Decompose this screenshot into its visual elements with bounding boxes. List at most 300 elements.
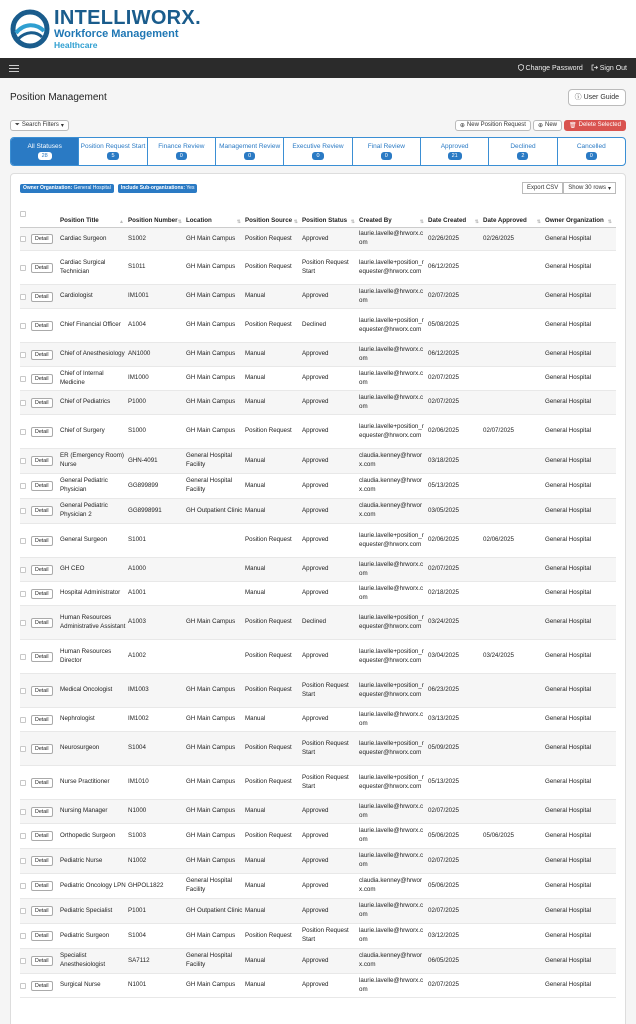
table-cell: GH Main Campus <box>186 778 236 786</box>
row-select-cell <box>20 322 31 330</box>
table-cell: laurie.lavelle@hrworx.com <box>359 852 424 868</box>
detail-button[interactable]: Detail <box>31 778 53 788</box>
table-row[interactable] <box>20 849 616 874</box>
table-cell: 02/07/2025 <box>428 807 459 815</box>
column-header[interactable]: Owner Organization ⇅ <box>545 217 612 225</box>
table-cell: General Hospital <box>545 427 592 435</box>
table-cell: Manual <box>245 374 266 382</box>
row-checkbox[interactable] <box>20 567 26 573</box>
detail-button[interactable]: Detail <box>31 234 53 244</box>
table-cell: laurie.lavelle@hrworx.com <box>359 345 424 362</box>
table-cell: laurie.lavelle+position_requester@hrworx.com <box>359 531 424 548</box>
table-cell <box>483 593 545 595</box>
table-cell: Position Request <box>245 744 292 752</box>
table-cell <box>483 485 545 487</box>
detail-button[interactable]: Detail <box>31 456 53 466</box>
tab-label: Cancelled <box>576 143 606 150</box>
tab-management-review[interactable] <box>216 138 284 165</box>
table-cell: Manual <box>245 956 266 964</box>
table-cell: General Hospital Facility <box>186 477 233 493</box>
table-row[interactable] <box>20 449 616 474</box>
detail-button[interactable]: Detail <box>31 981 53 991</box>
table-cell: GH Main Campus <box>186 807 236 815</box>
row-select-cell <box>20 687 31 695</box>
detail-cell <box>31 426 60 438</box>
table-row[interactable] <box>20 924 616 949</box>
table-cell: GH Main Campus <box>186 427 236 435</box>
detail-button[interactable]: Detail <box>31 350 53 360</box>
detail-button[interactable]: Detail <box>31 744 53 754</box>
table-cell: Manual <box>245 881 266 889</box>
table-cell: General Hospital <box>545 686 592 694</box>
table-cell <box>186 593 245 595</box>
table-cell <box>483 296 545 298</box>
table-cell: 05/06/2025 <box>428 881 459 889</box>
row-select-cell <box>20 808 31 816</box>
table-cell: Medical Oncologist <box>60 686 113 694</box>
table-cell: Pediatric Nurse <box>60 856 103 864</box>
table-cell: Human Resources Director <box>60 647 112 664</box>
table-row[interactable] <box>20 949 616 974</box>
table-cell: S1003 <box>128 831 146 839</box>
table-cell: laurie.lavelle@hrworx.com <box>359 976 424 993</box>
tab-cancelled[interactable] <box>558 138 625 165</box>
table-row[interactable] <box>20 640 616 674</box>
tab-position-request-start[interactable] <box>79 138 147 165</box>
table-cell: 05/06/2025 <box>483 831 514 839</box>
detail-button[interactable]: Detail <box>31 565 53 575</box>
table-cell: Manual <box>245 565 266 573</box>
table-cell: General Hospital <box>545 807 592 815</box>
table-row[interactable] <box>20 415 616 449</box>
detail-cell <box>31 830 60 842</box>
table-cell: Approved <box>302 856 329 864</box>
detail-button[interactable]: Detail <box>31 374 53 384</box>
table-cell: Manual <box>245 350 266 358</box>
table-row[interactable] <box>20 228 616 251</box>
detail-cell <box>31 564 60 576</box>
delete-selected-button[interactable]: 🗑 Delete Selected <box>564 120 626 131</box>
table-cell <box>186 656 245 658</box>
table-row[interactable] <box>20 285 616 309</box>
intelliworx-logo-icon <box>10 9 50 49</box>
row-checkbox[interactable] <box>20 236 26 242</box>
detail-button[interactable]: Detail <box>31 292 53 302</box>
sort-icon: ⇅ <box>177 218 182 225</box>
table-cell: Chief of Anesthesiology <box>60 350 125 358</box>
table-cell: SA7112 <box>128 956 150 964</box>
row-checkbox[interactable] <box>20 746 26 752</box>
table-row[interactable] <box>20 974 616 998</box>
detail-cell <box>31 373 60 385</box>
table-cell: laurie.lavelle+position_requester@hrworx.com <box>359 739 424 756</box>
row-checkbox[interactable] <box>20 323 26 329</box>
column-header[interactable]: Position Number ⇅ <box>128 217 182 225</box>
detail-cell <box>31 743 60 755</box>
row-select-cell <box>20 932 31 940</box>
table-cell <box>483 402 545 404</box>
tab-declined[interactable] <box>489 138 557 165</box>
detail-cell <box>31 233 60 245</box>
table-row[interactable] <box>20 582 616 606</box>
owner-organization-chip[interactable]: Owner Organization: General Hospital <box>20 184 114 193</box>
sort-icon: ⇅ <box>350 218 355 225</box>
table-row[interactable] <box>20 899 616 924</box>
detail-cell <box>31 455 60 467</box>
table-cell: Approved <box>302 981 329 989</box>
table-cell: 03/24/2025 <box>483 652 514 660</box>
export-csv-button[interactable]: Export CSV <box>522 182 563 194</box>
tab-all-statuses[interactable] <box>11 138 79 165</box>
table-cell: GH Main Campus <box>186 744 236 752</box>
table-cell: Approved <box>302 292 329 300</box>
table-cell: 03/18/2025 <box>428 456 459 464</box>
tab-count-badge: 0 <box>586 152 597 160</box>
table-row[interactable] <box>20 874 616 899</box>
table-cell: General Hospital <box>545 744 592 752</box>
hamburger-menu-icon[interactable] <box>9 65 19 72</box>
row-select-cell <box>20 293 31 301</box>
detail-cell <box>31 320 60 332</box>
sign-out-link[interactable]: Sign Out <box>591 64 627 73</box>
table-cell: Chief of Pediatrics <box>60 398 111 406</box>
table-cell: Approved <box>302 374 329 382</box>
table-cell: Position Request <box>245 686 292 694</box>
table-cell: General Hospital <box>545 374 592 382</box>
table-cell: 02/06/2025 <box>483 536 514 544</box>
table-row[interactable] <box>20 343 616 367</box>
show-rows-dropdown[interactable]: Show 30 rows ▾ <box>563 182 616 194</box>
row-checkbox[interactable] <box>20 809 26 815</box>
plus-circle-icon: ⊕ <box>459 122 465 129</box>
positions-table <box>20 200 616 998</box>
table-cell: GHPOL1822 <box>128 881 164 889</box>
user-guide-button[interactable]: ⓘ User Guide <box>568 89 626 106</box>
row-select-cell <box>20 882 31 890</box>
table-cell: 02/07/2025 <box>428 398 459 406</box>
table-cell: General Hospital <box>545 456 592 464</box>
table-cell: General Hospital <box>545 618 592 626</box>
table-cell: claudia.kenney@hrworx.com <box>359 877 423 893</box>
row-select-cell <box>20 507 31 515</box>
table-row[interactable] <box>20 732 616 766</box>
table-cell: P1001 <box>128 906 146 914</box>
table-cell: Approved <box>302 956 329 964</box>
table-row[interactable] <box>20 251 616 285</box>
table-cell: General Hospital <box>545 778 592 786</box>
table-cell: S1011 <box>128 263 146 271</box>
detail-button[interactable]: Detail <box>31 715 53 725</box>
detail-button[interactable]: Detail <box>31 856 53 866</box>
table-cell: Pediatric Oncology LPN <box>60 881 126 889</box>
table-cell: General Hospital <box>545 321 592 329</box>
table-cell: Approved <box>302 589 329 597</box>
column-header[interactable]: Created By ⇅ <box>359 217 424 225</box>
table-cell: Approved <box>302 427 329 435</box>
row-checkbox[interactable] <box>20 908 26 914</box>
detail-button[interactable]: Detail <box>31 652 53 662</box>
table-cell: 02/26/2025 <box>428 234 459 242</box>
table-cell: A1002 <box>128 652 146 660</box>
row-checkbox[interactable] <box>20 294 26 300</box>
table-cell: GH Main Campus <box>186 981 236 989</box>
search-filters-button[interactable]: ⏷ Search Filters ▾ <box>10 120 69 131</box>
table-cell: N1000 <box>128 807 147 815</box>
table-cell <box>483 748 545 750</box>
table-cell <box>483 325 545 327</box>
brand-header <box>0 0 636 58</box>
tab-approved[interactable] <box>421 138 489 165</box>
select-all-checkbox[interactable] <box>20 211 26 217</box>
row-checkbox[interactable] <box>20 483 26 489</box>
detail-button[interactable]: Detail <box>31 618 53 628</box>
table-row[interactable] <box>20 499 616 524</box>
detail-button[interactable]: Detail <box>31 427 53 437</box>
detail-cell <box>31 397 60 409</box>
table-cell: GH Outpatient Clinic <box>186 906 243 914</box>
tab-label: Position Request Start <box>80 143 146 150</box>
table-cell: GH Main Campus <box>186 931 236 939</box>
brand-name: INTELLIWORX. <box>54 7 201 30</box>
table-cell: laurie.lavelle@hrworx.com <box>359 287 424 304</box>
table-cell: N1001 <box>128 981 147 989</box>
tab-count-badge: 0 <box>381 152 392 160</box>
row-select-cell <box>20 399 31 407</box>
table-cell: claudia.kenney@hrworx.com <box>359 452 423 468</box>
tab-label: Declined <box>510 143 536 150</box>
table-cell: S1002 <box>128 234 146 242</box>
table-cell: GH Main Campus <box>186 686 236 694</box>
table-cell: Position Request Start <box>302 773 349 790</box>
row-checkbox[interactable] <box>20 688 26 694</box>
table-cell: 03/12/2025 <box>428 931 459 939</box>
table-cell: N1002 <box>128 856 147 864</box>
row-checkbox[interactable] <box>20 591 26 597</box>
table-cell: Neurosurgeon <box>60 744 100 752</box>
table-cell: General Pediatric Physician 2 <box>60 502 108 518</box>
table-cell: GH Main Campus <box>186 350 236 358</box>
row-checkbox[interactable] <box>20 958 26 964</box>
table-cell: Position Request <box>245 427 292 435</box>
change-password-link[interactable]: Change Password <box>518 64 583 73</box>
table-cell: S1004 <box>128 931 146 939</box>
table-cell: 03/24/2025 <box>428 618 459 626</box>
table-row[interactable] <box>20 674 616 708</box>
table-cell: GH Main Campus <box>186 856 236 864</box>
table-cell: Manual <box>245 981 266 989</box>
table-cell: Position Request Start <box>302 258 349 275</box>
table-cell: GH Outpatient Clinic <box>186 506 243 514</box>
row-checkbox[interactable] <box>20 858 26 864</box>
table-cell: General Hospital <box>545 536 592 544</box>
row-checkbox[interactable] <box>20 458 26 464</box>
table-cell <box>483 885 545 887</box>
table-cell: S1001 <box>128 536 146 544</box>
tab-count-badge: 2 <box>517 152 528 160</box>
table-cell: AN1000 <box>128 350 151 358</box>
tab-count-badge: 0 <box>312 152 323 160</box>
row-checkbox[interactable] <box>20 883 26 889</box>
table-cell: laurie.lavelle@hrworx.com <box>359 827 424 843</box>
detail-cell <box>31 855 60 867</box>
table-cell: GG899899 <box>128 481 159 489</box>
table-cell: 05/13/2025 <box>428 481 459 489</box>
include-suborganizations-chip[interactable]: Include Sub-organizations: Yes <box>118 184 198 193</box>
row-select-cell <box>20 457 31 465</box>
row-checkbox[interactable] <box>20 654 26 660</box>
column-header[interactable]: Position Status ⇅ <box>302 217 355 225</box>
table-cell: laurie.lavelle@hrworx.com <box>359 560 424 577</box>
table-row[interactable] <box>20 824 616 849</box>
table-cell: 06/05/2025 <box>428 956 459 964</box>
detail-button[interactable]: Detail <box>31 506 53 516</box>
detail-cell <box>31 505 60 517</box>
table-cell: Approved <box>302 652 329 660</box>
table-cell: 02/07/2025 <box>428 856 459 864</box>
column-header[interactable]: Date Created ⇅ <box>428 217 479 225</box>
table-cell <box>483 860 545 862</box>
row-checkbox[interactable] <box>20 833 26 839</box>
table-cell <box>483 782 545 784</box>
table-cell: GH Main Campus <box>186 374 236 382</box>
brand-subtitle: Workforce Management <box>54 28 179 41</box>
table-cell: General Hospital <box>545 398 592 406</box>
table-cell: Declined <box>302 618 327 626</box>
detail-cell <box>31 806 60 818</box>
table-cell: laurie.lavelle@hrworx.com <box>359 584 424 601</box>
detail-button[interactable]: Detail <box>31 589 53 599</box>
table-cell: General Hospital <box>545 481 592 489</box>
table-cell: laurie.lavelle@hrworx.com <box>359 802 424 819</box>
table-row[interactable] <box>20 474 616 499</box>
detail-button[interactable]: Detail <box>31 481 53 491</box>
row-checkbox[interactable] <box>20 400 26 406</box>
table-cell: IM1010 <box>128 778 149 786</box>
table-row[interactable] <box>20 391 616 415</box>
row-select-cell <box>20 779 31 787</box>
table-cell: laurie.lavelle+position_requester@hrworx.com <box>359 613 424 630</box>
table-cell: A1003 <box>128 618 146 626</box>
row-select-cell <box>20 619 31 627</box>
row-checkbox[interactable] <box>20 508 26 514</box>
table-cell: laurie.lavelle+position_requester@hrworx.com <box>359 773 424 790</box>
row-checkbox[interactable] <box>20 429 26 435</box>
table-cell: Position Request <box>245 831 292 839</box>
table-cell: 02/07/2025 <box>483 427 514 435</box>
table-row[interactable] <box>20 800 616 824</box>
table-cell: General Hospital <box>545 981 592 989</box>
sort-icon: ⇅ <box>236 218 241 225</box>
table-row[interactable] <box>20 708 616 732</box>
table-cell: 05/09/2025 <box>428 744 459 752</box>
detail-button[interactable]: Detail <box>31 263 53 273</box>
tab-finance-review[interactable] <box>148 138 216 165</box>
column-header[interactable]: Position Title ▲ <box>60 217 124 225</box>
table-cell: General Hospital <box>545 565 592 573</box>
row-checkbox[interactable] <box>20 717 26 723</box>
row-checkbox[interactable] <box>20 780 26 786</box>
table-cell: General Hospital <box>545 292 592 300</box>
row-checkbox[interactable] <box>20 933 26 939</box>
table-cell: A1001 <box>128 589 146 597</box>
table-cell <box>483 935 545 937</box>
row-select-cell <box>20 857 31 865</box>
column-header[interactable]: Date Approved ⇅ <box>483 217 541 225</box>
new-button[interactable]: ⊕ New <box>533 120 562 131</box>
table-cell: General Hospital <box>545 350 592 358</box>
table-cell: claudia.kenney@hrworx.com <box>359 952 423 968</box>
table-cell: Approved <box>302 536 329 544</box>
table-cell <box>483 985 545 987</box>
table-cell: Nursing Manager <box>60 807 108 815</box>
row-checkbox[interactable] <box>20 265 26 271</box>
table-row[interactable] <box>20 309 616 343</box>
table-row[interactable] <box>20 766 616 800</box>
detail-button[interactable]: Detail <box>31 831 53 841</box>
row-checkbox[interactable] <box>20 352 26 358</box>
table-cell: Position Request Start <box>302 927 349 943</box>
table-cell: Position Request <box>245 234 292 242</box>
table-cell: laurie.lavelle+position_requester@hrworx.com <box>359 647 424 664</box>
table-row[interactable] <box>20 367 616 391</box>
detail-cell <box>31 714 60 726</box>
table-cell: GH Main Campus <box>186 292 236 300</box>
table-cell: laurie.lavelle@hrworx.com <box>359 710 424 727</box>
table-cell: A1004 <box>128 321 146 329</box>
column-header[interactable]: Location ⇅ <box>186 217 241 225</box>
row-checkbox[interactable] <box>20 538 26 544</box>
table-cell: Position Request <box>245 778 292 786</box>
detail-button[interactable]: Detail <box>31 956 53 966</box>
detail-button[interactable]: Detail <box>31 686 53 696</box>
table-cell: 05/08/2025 <box>428 321 459 329</box>
table-cell: GH Main Campus <box>186 715 236 723</box>
column-header[interactable]: Position Source ⇅ <box>245 217 298 225</box>
tab-final-review[interactable] <box>353 138 421 165</box>
table-cell: 05/13/2025 <box>428 778 459 786</box>
detail-button[interactable]: Detail <box>31 321 53 331</box>
detail-button[interactable]: Detail <box>31 931 53 941</box>
detail-button[interactable]: Detail <box>31 906 53 916</box>
table-row[interactable] <box>20 524 616 558</box>
table-row[interactable] <box>20 558 616 582</box>
table-cell: General Hospital Facility <box>186 877 233 893</box>
detail-button[interactable]: Detail <box>31 881 53 891</box>
tab-executive-review[interactable] <box>284 138 352 165</box>
new-position-request-button[interactable]: ⊕ New Position Request <box>455 120 531 131</box>
detail-button[interactable]: Detail <box>31 536 53 546</box>
table-cell <box>483 510 545 512</box>
table-header-row <box>20 200 616 228</box>
positions-card <box>10 173 626 1024</box>
table-cell: Manual <box>245 506 266 514</box>
row-checkbox[interactable] <box>20 983 26 989</box>
table-cell: Pediatric Specialist <box>60 906 113 914</box>
table-cell: Position Request <box>245 263 292 271</box>
table-cell: Position Request <box>245 931 292 939</box>
row-checkbox[interactable] <box>20 620 26 626</box>
table-cell: GH Main Campus <box>186 263 236 271</box>
table-cell: 06/23/2025 <box>428 686 459 694</box>
table-cell: 02/07/2025 <box>428 374 459 382</box>
table-cell: Pediatric Surgeon <box>60 931 110 939</box>
row-select-cell <box>20 907 31 915</box>
detail-button[interactable]: Detail <box>31 807 53 817</box>
row-checkbox[interactable] <box>20 376 26 382</box>
table-cell <box>186 540 245 542</box>
table-row[interactable] <box>20 606 616 640</box>
detail-button[interactable]: Detail <box>31 398 53 408</box>
